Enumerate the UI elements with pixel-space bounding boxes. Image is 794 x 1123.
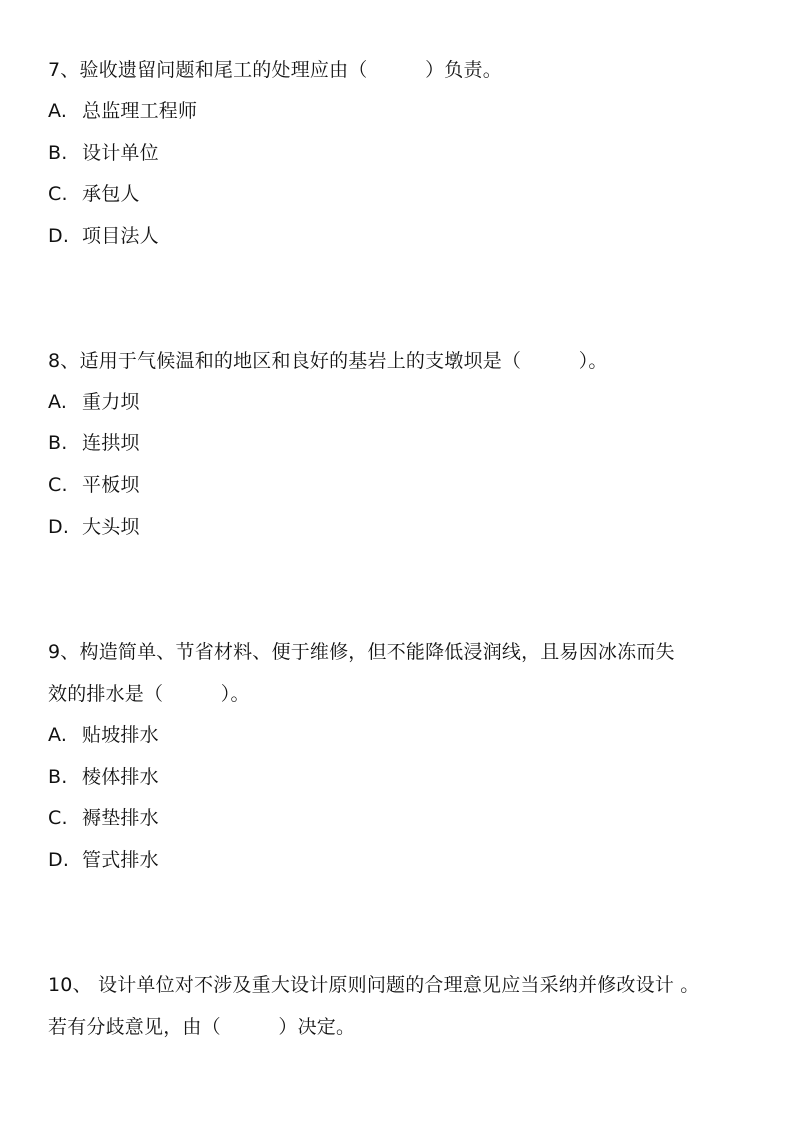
option-text: 设计单位 (82, 142, 159, 164)
question-8-stem: 8、适用于气候温和的地区和良好的基岩上的支墩坝是（ ）。 (48, 350, 608, 372)
question-10-stem-line-1: 10、 设计单位对不涉及重大设计原则问题的合理意见应当采纳并修改设计 。 (48, 974, 700, 996)
question-8-option-b (48, 431, 140, 455)
option-text: 褥垫排水 (82, 807, 159, 829)
option-text: 平板坝 (82, 474, 140, 496)
question-7-option-d (48, 224, 159, 248)
option-letter: C. (48, 183, 68, 205)
question-8-option-c (48, 473, 140, 497)
option-text: 承包人 (82, 183, 140, 205)
option-text: 贴坡排水 (82, 724, 159, 746)
option-letter: C. (48, 474, 68, 496)
option-letter: D. (48, 516, 70, 538)
question-8-option-a (48, 390, 140, 414)
option-text: 连拱坝 (82, 432, 140, 454)
question-9-option-a (48, 723, 159, 747)
question-9-option-c (48, 806, 159, 830)
question-7-option-b (48, 141, 159, 165)
option-letter: B. (48, 432, 68, 454)
option-letter: A. (48, 100, 68, 122)
option-letter: C. (48, 807, 68, 829)
option-letter: D. (48, 225, 70, 247)
question-7-option-c (48, 182, 140, 206)
question-9-option-d (48, 848, 159, 872)
question-9-stem-line-2: 效的排水是（ ）。 (48, 683, 250, 705)
option-text: 棱体排水 (82, 766, 159, 788)
option-text: 重力坝 (82, 391, 140, 413)
option-letter: B. (48, 766, 68, 788)
option-letter: B. (48, 142, 68, 164)
option-letter: A. (48, 724, 68, 746)
question-8-option-d (48, 515, 140, 539)
option-letter: D. (48, 849, 70, 871)
option-letter: A. (48, 391, 68, 413)
question-7-option-a (48, 99, 197, 123)
option-text: 大头坝 (82, 516, 140, 538)
option-text: 项目法人 (82, 225, 159, 247)
question-7-stem: 7、验收遗留问题和尾工的处理应由（ ）负责。 (48, 59, 502, 81)
option-text: 总监理工程师 (82, 100, 198, 122)
question-9-stem-line-1: 9、构造简单、节省材料、便于维修，但不能降低浸润线，且易因冰冻而失 (48, 641, 675, 663)
question-10-stem-line-2: 若有分歧意见，由（ ）决定。 (48, 1016, 356, 1038)
question-9-option-b (48, 765, 159, 789)
option-text: 管式排水 (82, 849, 159, 871)
